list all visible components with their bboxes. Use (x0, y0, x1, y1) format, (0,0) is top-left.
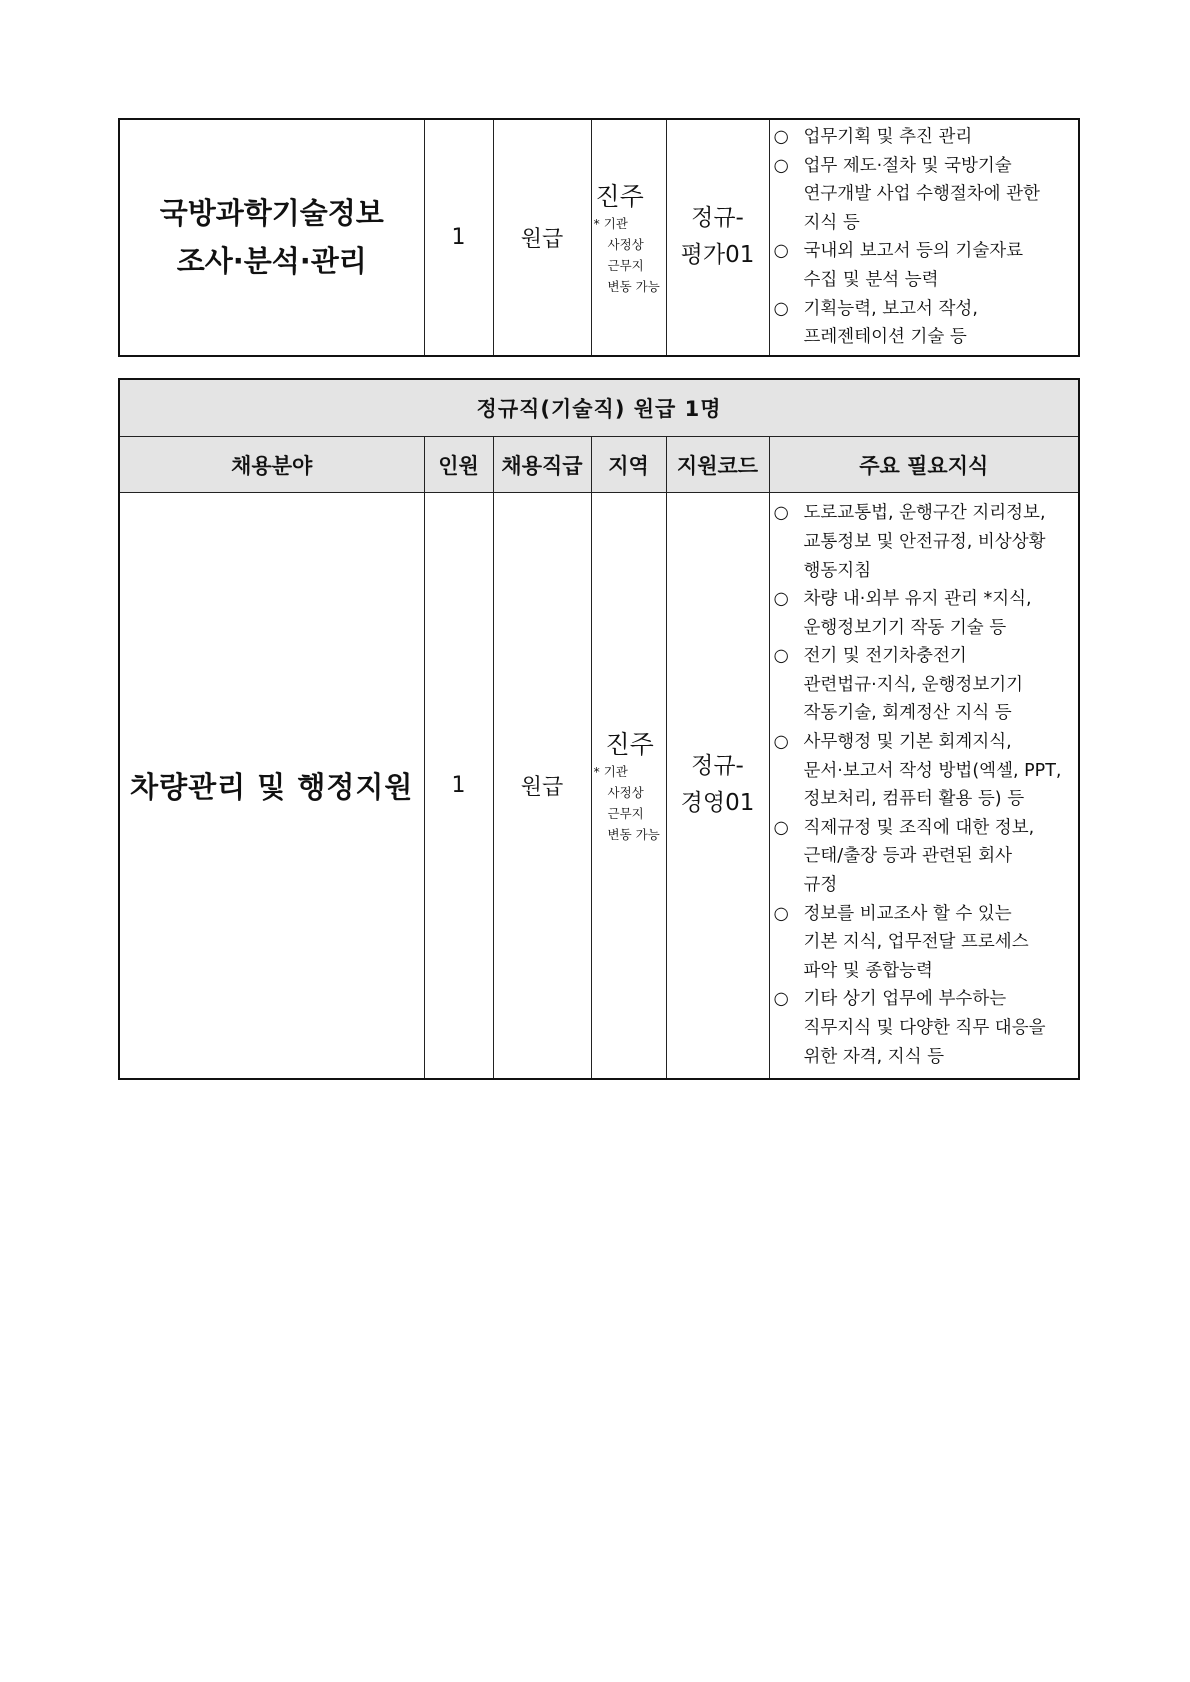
table-banner: 정규직(기술직) 원급 1명 (119, 379, 1079, 437)
grade-cell: 원급 (493, 119, 591, 356)
knowledge-line: 프레젠테이션 기술 등 (803, 327, 967, 348)
knowledge-item (774, 585, 1075, 642)
knowledge-line: 연구개발 사업 수행절차에 관한 (803, 184, 1040, 205)
table-row (119, 119, 1079, 356)
knowledge-line: 규정 (803, 875, 838, 896)
knowledge-line: 전기 및 전기차충전기 (803, 646, 967, 667)
job-table-1 (118, 118, 1080, 357)
region-note-line: 변동 가능 (607, 279, 660, 295)
code-line: 경영01 (680, 790, 755, 817)
region-note (592, 213, 666, 297)
knowledge-line: 직제규정 및 조직에 대한 정보, (803, 817, 1035, 838)
grade-cell: 원급 (493, 493, 591, 1079)
header-code: 지원코드 (666, 437, 769, 493)
knowledge-item (774, 900, 1075, 986)
knowledge-item (774, 237, 1075, 294)
knowledge-line: 국내외 보고서 등의 기술자료 (803, 241, 1024, 262)
knowledge-item (774, 152, 1075, 238)
knowledge-line: 행동지침 (803, 560, 872, 581)
job-table-2 (118, 378, 1080, 1080)
knowledge-item (774, 499, 1075, 585)
region-name: 진주 (595, 182, 644, 212)
knowledge-line: 교통정보 및 안전규정, 비상상황 (803, 531, 1046, 552)
knowledge-line: 기타 상기 업무에 부수하는 (803, 989, 1007, 1010)
knowledge-item (774, 642, 1075, 728)
header-count: 인원 (424, 437, 493, 493)
knowledge-line: 위한 자격, 지식 등 (803, 1046, 945, 1067)
region-cell (591, 493, 666, 1079)
circle-bullet-icon: ○ (773, 732, 789, 753)
knowledge-line: 파악 및 종합능력 (803, 960, 933, 981)
circle-bullet-icon: ○ (773, 155, 789, 176)
knowledge-line: 차량 내·외부 유지 관리 *지식, (803, 589, 1032, 610)
circle-bullet-icon: ○ (773, 646, 789, 667)
region-note-line: 사정상 (607, 785, 644, 801)
code-line: 정규- (691, 205, 744, 232)
region-note-line: * 기관 (593, 216, 628, 232)
circle-bullet-icon: ○ (773, 989, 789, 1010)
header-region: 지역 (591, 437, 666, 493)
field-line: 조사·분석·관리 (176, 244, 367, 279)
circle-bullet-icon: ○ (773, 298, 789, 319)
table-row (119, 493, 1079, 1079)
count-cell: 1 (424, 119, 493, 356)
region-note-line: 변동 가능 (607, 827, 660, 843)
knowledge-line: 관련법규·지식, 운행정보기기 (803, 674, 1024, 695)
knowledge-item (774, 814, 1075, 900)
knowledge-line: 기획능력, 보고서 작성, (803, 298, 978, 319)
knowledge-line: 도로교통법, 운행구간 지리정보, (803, 503, 1046, 524)
region-name: 진주 (605, 730, 654, 760)
knowledge-line: 문서·보고서 작성 방법(엑셀, PPT, (803, 760, 1062, 781)
code-cell (666, 493, 769, 1079)
knowledge-item (774, 295, 1075, 352)
knowledge-cell (769, 493, 1079, 1079)
code-line: 정규- (691, 753, 744, 780)
header-knowledge: 주요 필요지식 (769, 437, 1079, 493)
knowledge-line: 수집 및 분석 능력 (803, 269, 939, 290)
region-note-line: 근무지 (607, 806, 644, 822)
circle-bullet-icon: ○ (773, 817, 789, 838)
knowledge-line: 근태/출장 등과 관련된 회사 (803, 846, 1013, 867)
field-cell (119, 119, 424, 356)
knowledge-cell (769, 119, 1079, 356)
header-row (119, 437, 1079, 493)
region-note-line: 근무지 (607, 258, 644, 274)
region-note-line: 사정상 (607, 237, 644, 253)
knowledge-line: 정보처리, 컴퓨터 활용 등) 등 (803, 789, 1025, 810)
count-cell: 1 (424, 493, 493, 1079)
knowledge-line: 지식 등 (803, 212, 860, 233)
knowledge-line: 업무기획 및 추진 관리 (803, 127, 973, 147)
circle-bullet-icon: ○ (773, 127, 789, 147)
knowledge-item (774, 985, 1075, 1071)
circle-bullet-icon: ○ (773, 241, 789, 262)
knowledge-item (774, 123, 1075, 152)
circle-bullet-icon: ○ (773, 503, 789, 524)
header-grade: 채용직급 (493, 437, 591, 493)
region-note-line: * 기관 (593, 764, 628, 780)
circle-bullet-icon: ○ (773, 589, 789, 610)
knowledge-line: 기본 지식, 업무전달 프로세스 (803, 932, 1029, 953)
field-line: 국방과학기술정보 (159, 196, 384, 231)
knowledge-item (774, 728, 1075, 814)
code-cell (666, 119, 769, 356)
knowledge-line: 운행정보기기 작동 기술 등 (803, 617, 1007, 638)
knowledge-line: 작동기술, 회계정산 지식 등 (803, 703, 1012, 724)
knowledge-line: 정보를 비교조사 할 수 있는 (803, 903, 1012, 924)
knowledge-line: 사무행정 및 기본 회계지식, (803, 732, 1012, 753)
region-cell (591, 119, 666, 356)
field-cell: 차량관리 및 행정지원 (119, 493, 424, 1079)
knowledge-line: 업무 제도·절차 및 국방기술 (803, 155, 1012, 176)
code-line: 평가01 (680, 242, 755, 269)
region-note (592, 761, 666, 845)
knowledge-line: 직무지식 및 다양한 직무 대응을 (803, 1018, 1046, 1038)
header-field: 채용분야 (119, 437, 424, 493)
circle-bullet-icon: ○ (773, 903, 789, 924)
